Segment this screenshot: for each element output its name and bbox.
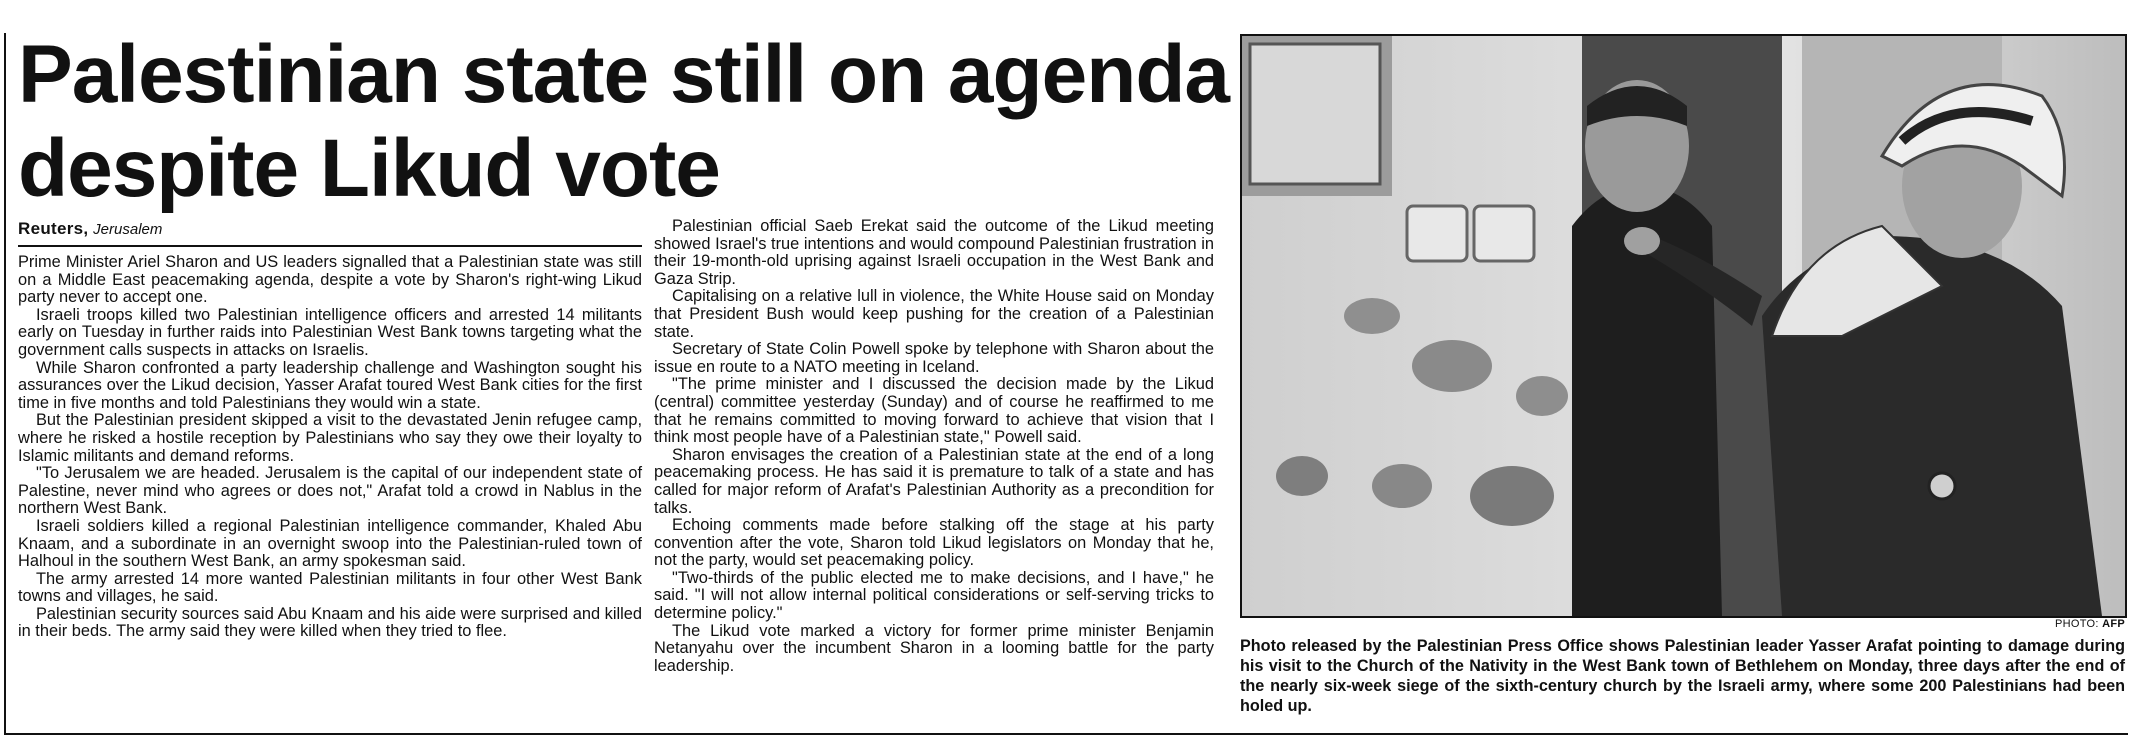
paragraph: Echoing comments made before stalking off the stage at his party convention after the vote, Sharon told Likud legislators on Monday that he, not the party, would set peacemaking policy.	[654, 516, 1214, 570]
wall-socket-1	[1407, 206, 1467, 261]
bullet-damage	[1344, 298, 1400, 334]
paragraph: "Two-thirds of the public elected me to make decisions, and I have," he said. "I will not allow internal political considerations or self-serving tricks to determine policy."	[654, 568, 1214, 623]
headline: Palestinian state still on agenda despite Likud vote	[18, 29, 1230, 214]
bottom-rule	[4, 733, 2128, 735]
paragraph: The army arrested 14 more wanted Palestinian militants in four other West Bank towns and villages, he said.	[18, 569, 642, 606]
paragraph: Israeli troops killed two Palestinian intelligence officers and arrested 14 militants early on Tuesday in further raids into Palestinian West Bank towns targeting what the government calls suspects in attacks on Israelis.	[18, 305, 642, 359]
paragraph: Prime Minister Ariel Sharon and US leaders signalled that a Palestinian state was still on a Middle East peacemaking agenda, despite a vote by Sharon's right-wing Likud party never to accept one.	[18, 253, 642, 307]
paragraph: Sharon envisages the creation of a Palestinian state at the end of a long peacemaking process. He has said it is premature to talk of a state and has called for major reform of Arafat's Palestinian Authority as a precondition for talks.	[654, 445, 1214, 517]
bullet-damage	[1470, 466, 1554, 526]
photo-credit	[1240, 618, 2125, 630]
photo-illustration	[1242, 36, 2125, 616]
left-rule	[4, 33, 6, 733]
pointing-hand	[1624, 227, 1660, 255]
paragraph: Palestinian official Saeb Erekat said the outcome of the Likud meeting showed Israel's true intentions and would compound Palestinian frustration in their 19-month-old uprising against Israeli occupation in the West Bank and Gaza Strip.	[654, 217, 1214, 288]
paragraph: But the Palestinian president skipped a visit to the devastated Jenin refugee camp, where he risked a hostile reception by Palestinians who say they owe their loyalty to Islamic militants and demand reforms.	[18, 411, 642, 465]
bullet-damage	[1276, 456, 1328, 496]
bullet-damage	[1372, 464, 1432, 508]
window	[1250, 44, 1380, 184]
bullet-damage	[1412, 340, 1492, 392]
paragraph: Palestinian security sources said Abu Knaam and his aide were surprised and killed in their beds. The army said they were killed when they tried to flee.	[18, 604, 642, 641]
byline	[18, 218, 642, 247]
paragraph: Capitalising on a relative lull in violence, the White House said on Monday that President Bush would keep pushing for the creation of a Palestinian state.	[654, 287, 1214, 341]
article-column-1	[18, 254, 642, 641]
wall-socket-2	[1474, 206, 1534, 261]
paragraph: "To Jerusalem we are headed. Jerusalem is the capital of our independent state of Palestine, never mind who agrees or does not," Arafat told a crowd in Nablus in the northern West Bank.	[18, 464, 642, 518]
lapel-badge	[1929, 473, 1955, 499]
byline-agency: Reuters,	[18, 219, 89, 238]
paragraph: The Likud vote marked a victory for former prime minister Benjamin Netanyahu over the incumbent Sharon in a looming battle for the party leadership.	[654, 621, 1214, 675]
photo-caption: Photo released by the Palestinian Press Office shows Palestinian leader Yasser Arafat pointing to damage during his visit to the Church of the Nativity in the West Bank town of Bethlehem on Monday, three days after the end of the nearly six-week siege of the sixth-century church by the Israeli army, where some 200 Palestinians had been holed up.	[1240, 637, 2125, 715]
byline-place: Jerusalem	[93, 221, 163, 238]
paragraph: While Sharon confronted a party leadership challenge and Washington sought his assurances over the Likud decision, Yasser Arafat toured West Bank cities for the first time in five months and told Palestinians they would win a state.	[18, 358, 642, 412]
photo-credit-label: PHOTO:	[2054, 618, 2099, 630]
paragraph: Secretary of State Colin Powell spoke by telephone with Sharon about the issue en route to a NATO meeting in Iceland.	[654, 340, 1214, 376]
news-photo	[1240, 34, 2127, 618]
article-column-2	[654, 218, 1214, 675]
bullet-damage	[1516, 376, 1568, 416]
paragraph: "The prime minister and I discussed the decision made by the Likud (central) committee yesterday (Sunday) and of course he reaffirmed to me that he remains committed to moving forward to achieve that vision that I think most people have of a Palestinian state," Powell said.	[654, 375, 1214, 447]
paragraph: Israeli soldiers killed a regional Palestinian intelligence commander, Khaled Abu Knaam, and a subordinate in an overnight swoop into the Palestinian-ruled town of Halhoul in the southern West Bank, an army spokesman said.	[18, 516, 642, 571]
photo-credit-source: AFP	[2102, 618, 2125, 630]
